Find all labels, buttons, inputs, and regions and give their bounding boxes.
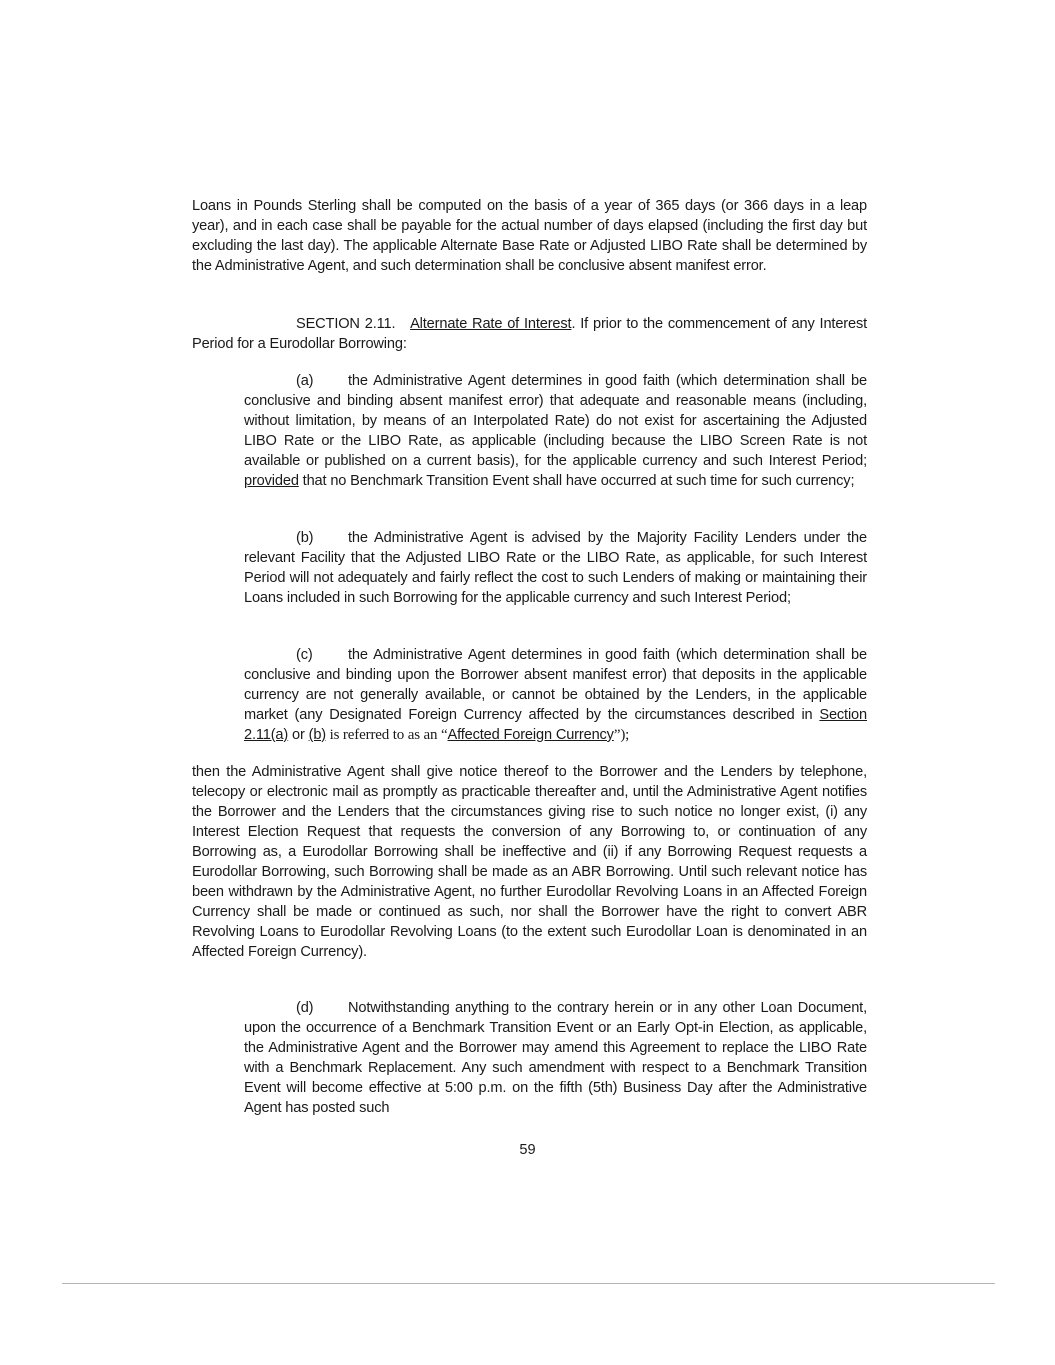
clause-d-label: (d) [296, 1000, 314, 1016]
clause-a-provided: provided [244, 473, 299, 489]
paragraph-then [192, 762, 867, 962]
clause-c-text-3: ”); [613, 727, 630, 743]
section-number: SECTION 2.11. [296, 316, 396, 332]
clause-a-label: (a) [296, 373, 314, 389]
section-lead: . If prior to the commencement of any Interest Period for a Eurodollar Borrowing: [192, 316, 868, 352]
clause-d-text: Notwithstanding anything to the contrary herein or in any other Loan Document, upon the occurrence of a Benchmark Transition Event or an Early Opt-in Election, as applicable, the Administrative Agent and the Borrower may amend this Agreement to replace the LIBO Rate with a Benchmark Replacement. Any such amendment with respect to a Benchmark Transition Event will become effective at 5:00 p.m. on the fifth (5th) Business Day after the Administrative Agent has posted such [244, 1000, 867, 1116]
clause-a [244, 371, 867, 491]
page-number: 59 [519, 1142, 536, 1158]
clause-c-text-2: is referred to as an “ [326, 727, 448, 743]
clause-c-ref-section: Section 2.11(a) [244, 707, 867, 743]
clause-c-or: or [288, 727, 309, 743]
clause-c-text-1: the Administrative Agent determines in good faith (which determination shall be conclusive and binding upon the Borrower absent manifest error) that deposits in the applicable currency are not generally available, or cannot be obtained by the Lenders, in the applicable market (any Designated Foreign Currency affected by the circumstances described in [244, 647, 867, 723]
page-divider [62, 1283, 995, 1284]
paragraph-intro-text: Loans in Pounds Sterling shall be computed on the basis of a year of 365 days (or 366 days in a leap year), and in each case shall be payable for the actual number of days elapsed (including the first day but excluding the last day). The applicable Alternate Base Rate or Adjusted LIBO Rate shall be determined by the Administrative Agent, and such determination shall be conclusive absent manifest error. [192, 198, 867, 274]
clause-d [244, 998, 867, 1118]
clause-c-ref-b: (b) [308, 727, 326, 743]
clause-b-text: the Administrative Agent is advised by the Majority Facility Lenders under the relevant Facility that the Adjusted LIBO Rate or the LIBO Rate, as applicable, for such Interest Period will not adequately and fairly reflect the cost to such Lenders of making or maintaining their Loans included in such Borrowing for the applicable currency and such Interest Period; [244, 530, 867, 606]
clause-b [244, 528, 867, 608]
clause-b-label: (b) [296, 530, 314, 546]
section-heading-paragraph [192, 314, 867, 354]
clause-a-text-2: that no Benchmark Transition Event shall have occurred at such time for such currency; [298, 473, 855, 489]
clause-c [244, 645, 867, 745]
clause-c-label: (c) [296, 647, 313, 663]
section-title: Alternate Rate of Interest [410, 316, 572, 332]
paragraph-then-text: then the Administrative Agent shall give notice thereof to the Borrower and the Lenders by telephone, telecopy or electronic mail as promptly as practicable thereafter and, until the Administrative Agent notifies the Borrower and the Lenders that the circumstances giving rise to such notice no longer exist, (i) any Interest Election Request that requests the conversion of any Borrowing to, or continuation of any Borrowing as, a Eurodollar Borrowing shall be ineffective and (ii) if any Borrowing Request requests a Eurodollar Borrowing, such Borrowing shall be made as an ABR Borrowing. Until such relevant notice has been withdrawn by the Administrative Agent, no further Eurodollar Revolving Loans in an Affected Foreign Currency shall be made or continued as such, nor shall the Borrower have the right to convert ABR Revolving Loans to Eurodollar Revolving Loans (to the extent such Eurodollar Loan is denominated in an Affected Foreign Currency). [192, 764, 867, 960]
paragraph-intro [192, 196, 867, 276]
clause-a-text-1: the Administrative Agent determines in good faith (which determination shall be conclusive and binding absent manifest error) that adequate and reasonable means (including, without limitation, by means of an Interpolated Rate) do not exist for ascertaining the Adjusted LIBO Rate or the LIBO Rate, as applicable (including because the LIBO Screen Rate is not available or published on a current basis), for the applicable currency and such Interest Period; [244, 373, 867, 469]
clause-c-defined-term: Affected Foreign Currency [447, 727, 614, 743]
